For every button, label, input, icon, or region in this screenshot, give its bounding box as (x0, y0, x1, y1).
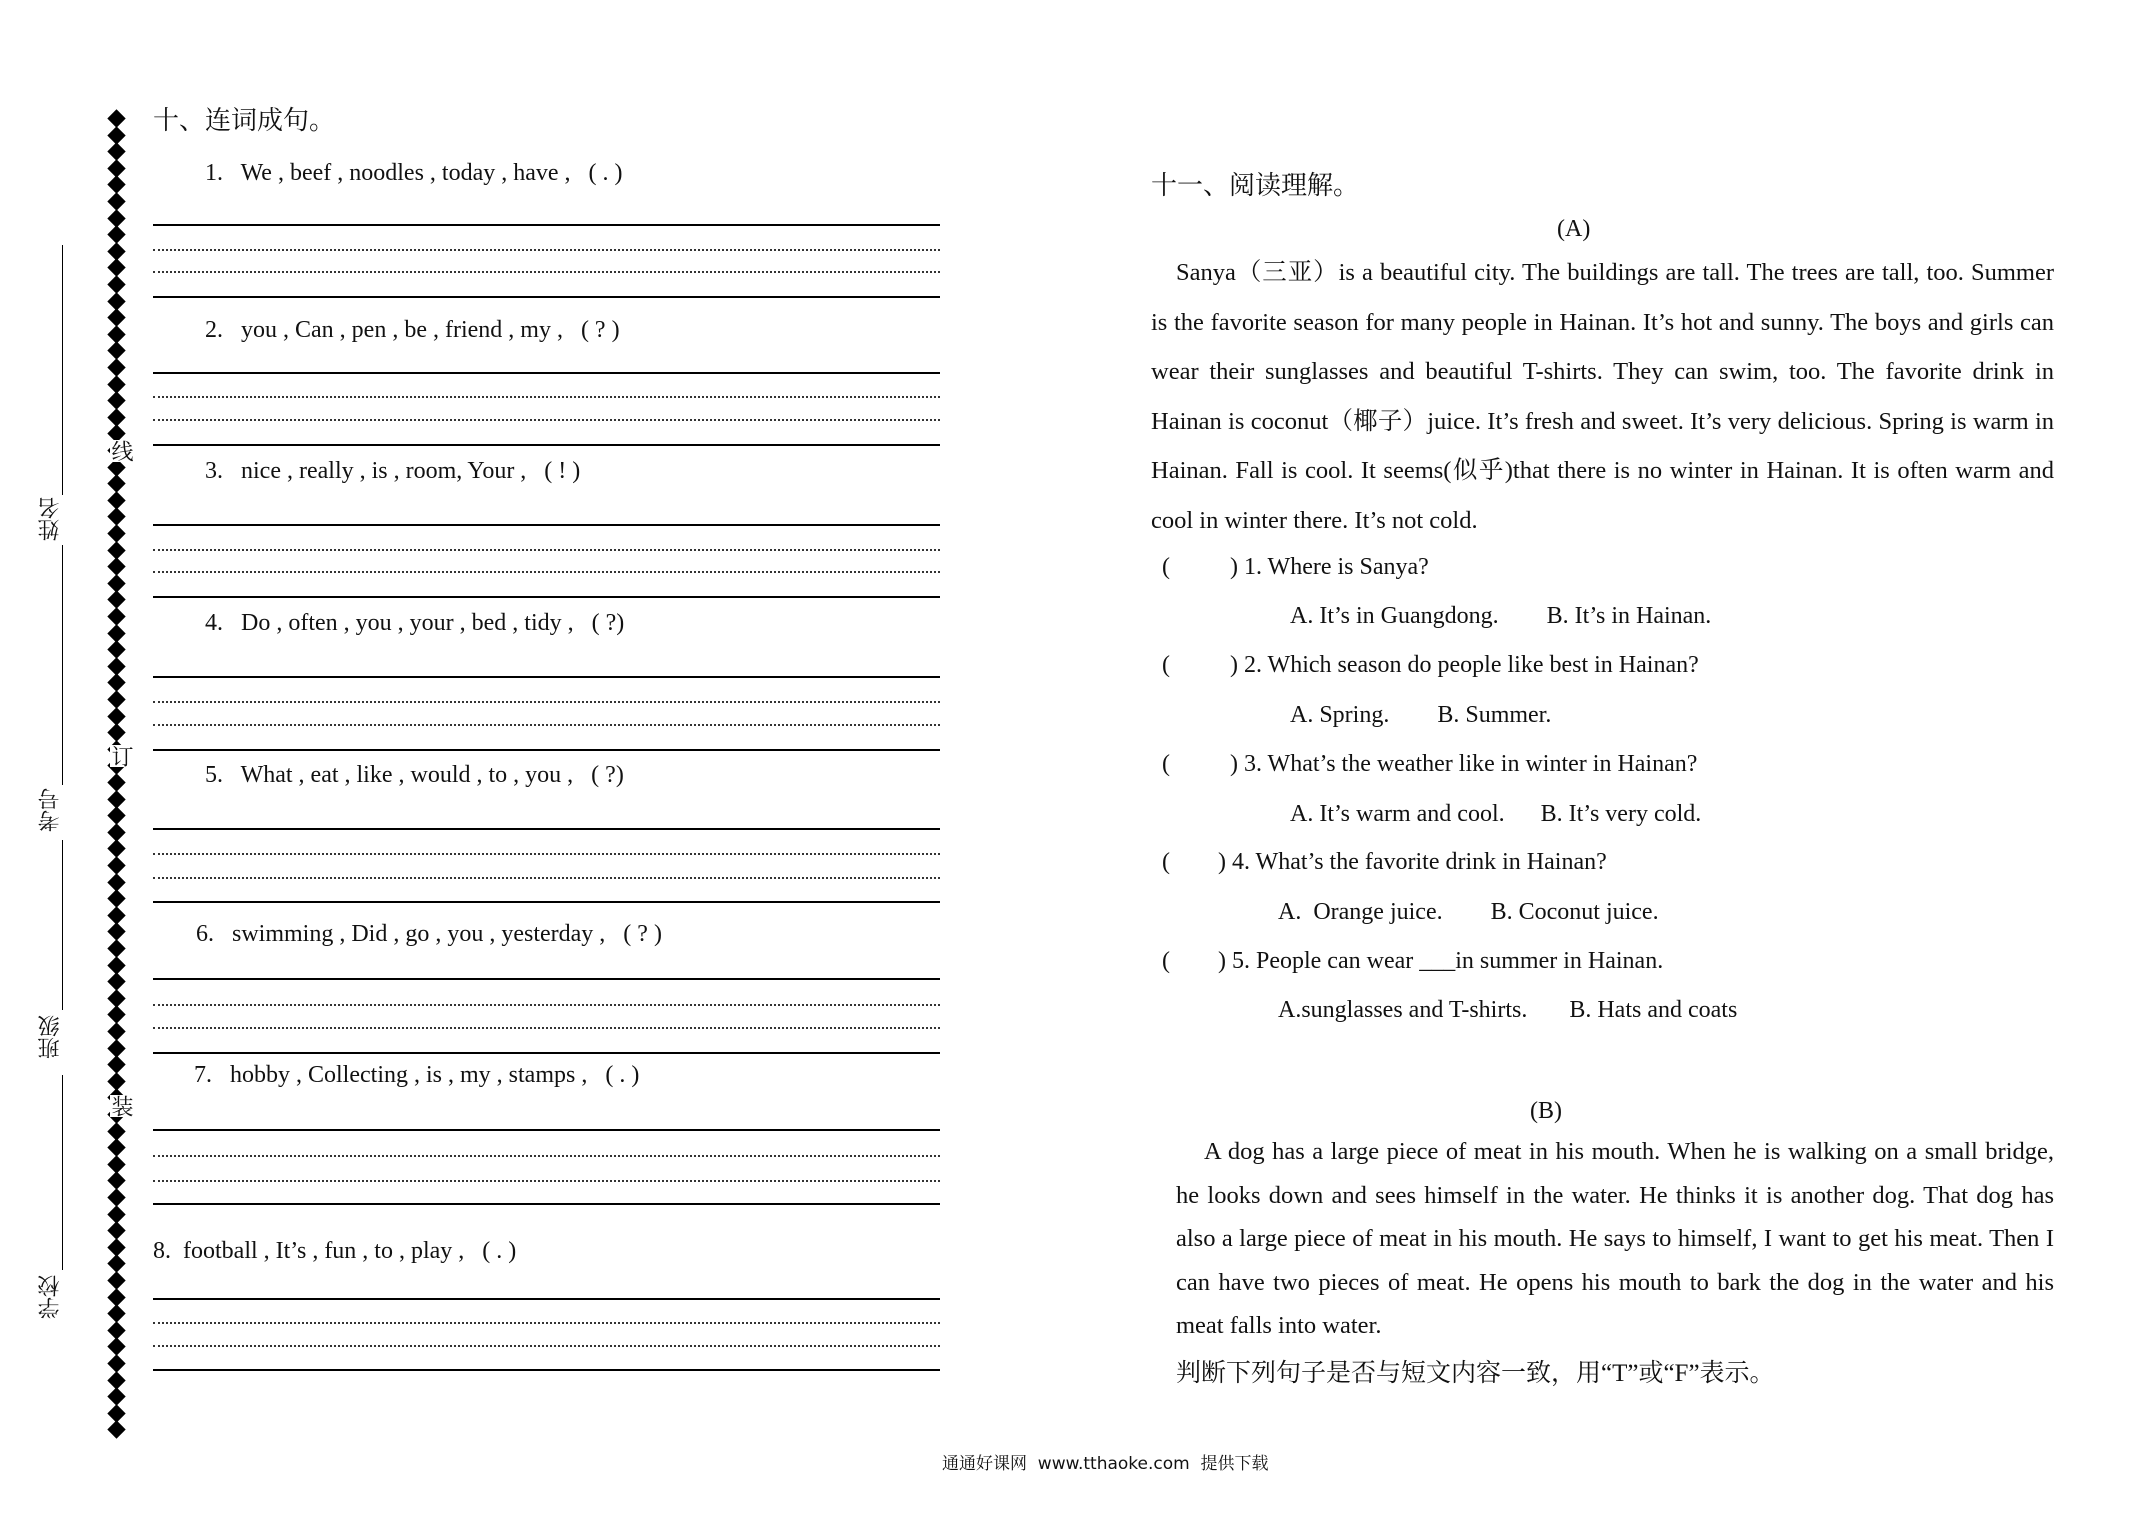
answer-guide-line (153, 1322, 940, 1324)
answer-line (153, 444, 940, 446)
diamond-bullet-icon (107, 690, 125, 708)
answer-guide-line (153, 853, 940, 855)
passage-b: A dog has a large piece of meat in his mouth. When he is walking on a small bridge, he looks down and sees himself in the water. He thinks it is another dog. That dog has also a large piece of meat in his mouth. He says to himself, I want to get his meat. Then I can have two pieces of meat. He opens his mouth to bark the dog in the water and his meat falls into water. (1176, 1138, 2054, 1339)
answer-line (153, 901, 940, 903)
answer-guide-line (153, 724, 940, 726)
passage-a-options-4: A. Orange juice. B. Coconut juice. (1278, 899, 1659, 925)
section-11-title: 十一、阅读理解。 (1151, 171, 1360, 200)
passage-a-question-5: ( ) 5. People can wear ___in summer in Hainan. (1162, 948, 1664, 974)
question-4: 4. Do , often , you , your , bed , tidy , ( ?) (205, 610, 625, 636)
diamond-bullet-icon (107, 640, 125, 658)
question-3: 3. nice , really , is , room, Your , ( ! ) (205, 458, 581, 484)
question-1: 1. We , beef , noodles , today , have , ( . ) (205, 160, 623, 186)
diamond-bullet-icon (107, 1055, 125, 1073)
diamond-bullet-icon (107, 1354, 125, 1372)
passage-a: Sanya（三亚）is a beautiful city. The buildings are tall. The trees are tall, too. Summer is the favorite season for many people in Hainan. It’s hot and sunny. The boys and girls can wear their sunglasses and beautiful T-shirts. They can swim, too. The favorite drink in Hainan is coconut（椰子）juice. It’s fresh and sweet. It’s very delicious. Spring is warm in Hainan. Fall is cool. It seems(似乎)that there is no winter in Hainan. It is often warm and cool in winter there. It’s not cold. (1151, 259, 2054, 534)
passage-a-options-5: A.sunglasses and T-shirts. B. Hats and coats (1278, 997, 1738, 1023)
diamond-bullet-icon (107, 1138, 125, 1156)
diamond-bullet-icon (107, 889, 125, 907)
answer-line (153, 1369, 940, 1371)
diamond-bullet-icon (107, 524, 125, 542)
diamond-bullet-icon (107, 358, 125, 376)
answer-guide-line (153, 571, 940, 573)
diamond-bullet-icon (107, 109, 125, 127)
school-blank-line (62, 1075, 63, 1270)
answer-guide-line (153, 249, 940, 251)
answer-guide-line (153, 1345, 940, 1347)
answer-guide-line (153, 271, 940, 273)
answer-guide-line (153, 1027, 940, 1029)
question-8: 8. football , It’s , fun , to , play , ( . ) (153, 1238, 517, 1264)
binding-char-zhuang: 装 (109, 1095, 134, 1117)
diamond-bullet-icon (107, 1387, 125, 1405)
question-7: 7. hobby , Collecting , is , my , stamps , ( . ) (194, 1062, 640, 1088)
diamond-bullet-icon (107, 275, 125, 293)
passage-a-options-2: A. Spring. B. Summer. (1290, 702, 1552, 728)
answer-line (153, 676, 940, 678)
exam-no-label: 考号 (37, 788, 62, 832)
diamond-bullet-icon (107, 557, 125, 575)
diamond-bullet-icon (107, 225, 125, 243)
answer-guide-line (153, 701, 940, 703)
answer-guide-line (153, 396, 940, 398)
answer-guide-line (153, 419, 940, 421)
passage-a-question-4: ( ) 4. What’s the favorite drink in Hainan? (1162, 849, 1607, 875)
answer-line (153, 1203, 940, 1205)
diamond-bullet-icon (107, 723, 125, 741)
passage-a-options-3: A. It’s warm and cool. B. It’s very cold. (1290, 801, 1702, 827)
diamond-bullet-icon (107, 856, 125, 874)
diamond-bullet-icon (107, 806, 125, 824)
diamond-bullet-icon (107, 474, 125, 492)
name-blank-line (62, 245, 63, 495)
answer-line (153, 596, 940, 598)
answer-line (153, 372, 940, 374)
diamond-bullet-icon (107, 1221, 125, 1239)
binding-char-xian: 线 (109, 440, 134, 462)
diamond-bullet-icon (107, 1188, 125, 1206)
answer-line (153, 524, 940, 526)
school-label: 学校 (37, 1275, 62, 1319)
exam-no-blank-line (62, 545, 63, 785)
diamond-bullet-icon (107, 773, 125, 791)
answer-guide-line (153, 1004, 940, 1006)
answer-line (153, 828, 940, 830)
section-10-title: 十、连词成句。 (153, 106, 336, 135)
class-blank-line (62, 840, 63, 1010)
answer-guide-line (153, 1155, 940, 1157)
answer-line (153, 296, 940, 298)
diamond-bullet-icon (107, 972, 125, 990)
class-label: 班级 (37, 1015, 62, 1059)
diamond-bullet-icon (107, 607, 125, 625)
diamond-bullet-icon (107, 142, 125, 160)
diamond-bullet-icon (107, 308, 125, 326)
passage-a-question-2: ( ) 2. Which season do people like best in Hainan? (1162, 652, 1699, 678)
passage-a-label: (A) (1557, 216, 1591, 242)
answer-line (153, 1298, 940, 1300)
answer-line (153, 224, 940, 226)
question-5: 5. What , eat , like , would , to , you , ( ?) (205, 762, 624, 788)
answer-guide-line (153, 549, 940, 551)
passage-b-label: (B) (1530, 1098, 1562, 1124)
question-6: 6. swimming , Did , go , you , yesterday , ( ? ) (196, 921, 662, 947)
diamond-bullet-icon (107, 1271, 125, 1289)
passage-a-question-3: ( ) 3. What’s the weather like in winter in Hainan? (1162, 751, 1698, 777)
diamond-bullet-icon (107, 391, 125, 409)
passage-b-instruction: 判断下列句子是否与短文内容一致，用“T”或“F”表示。 (1176, 1360, 1775, 1387)
diamond-bullet-icon (107, 192, 125, 210)
answer-guide-line (153, 877, 940, 879)
passage-a-question-1: ( ) 1. Where is Sanya? (1162, 554, 1429, 580)
name-label: 姓名 (37, 497, 62, 541)
answer-line (153, 749, 940, 751)
answer-line (153, 1129, 940, 1131)
binding-char-ding: 订 (109, 745, 134, 767)
diamond-bullet-icon (107, 1304, 125, 1322)
answer-line (153, 1052, 940, 1054)
diamond-bullet-icon (107, 939, 125, 957)
answer-line (153, 978, 940, 980)
passage-a-options-1: A. It’s in Guangdong. B. It’s in Hainan. (1290, 603, 1712, 629)
diamond-bullet-icon (107, 1421, 125, 1439)
page-footer: 通通好课网 www.tthaoke.com 提供下载 (942, 1454, 1269, 1474)
answer-guide-line (153, 1180, 940, 1182)
diamond-bullet-icon (107, 1022, 125, 1040)
question-2: 2. you , Can , pen , be , friend , my , ( ? ) (205, 317, 620, 343)
